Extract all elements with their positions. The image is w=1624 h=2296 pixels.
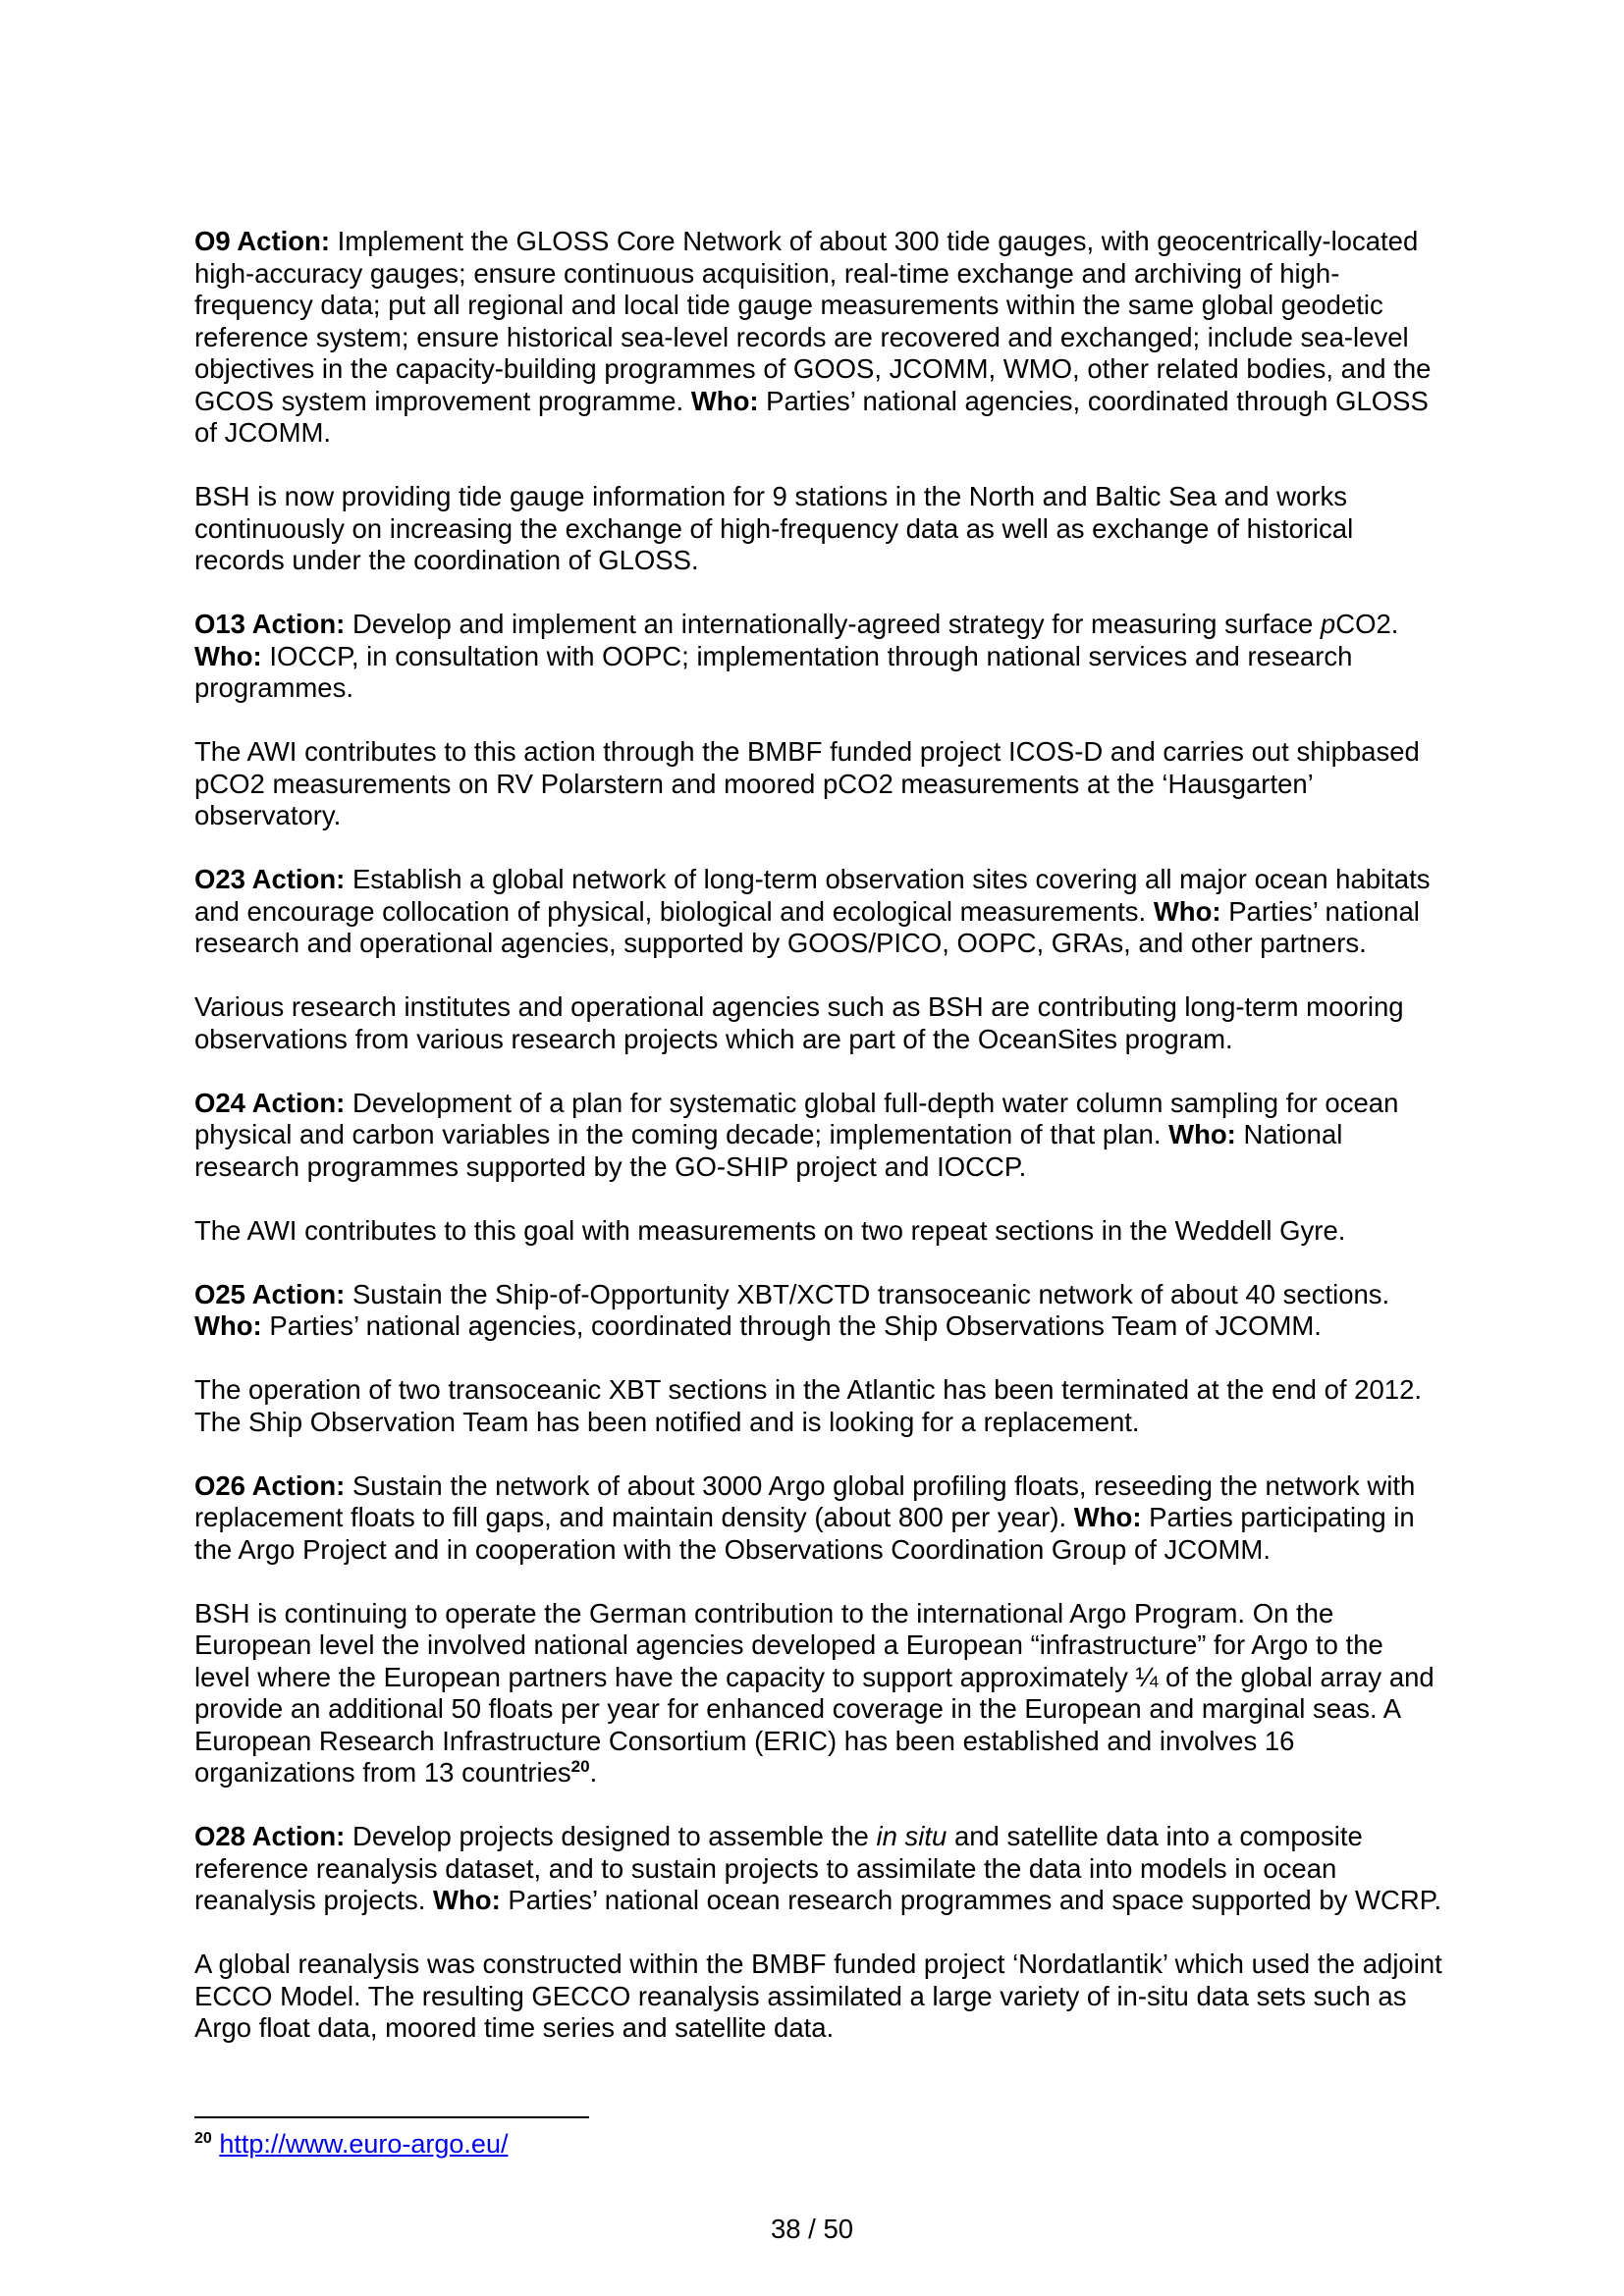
action-o23-paragraph [194,864,1443,960]
action-text-italic: in situ [876,1821,947,1851]
action-label: O9 Action: [194,226,331,256]
page-body [194,226,1443,2045]
action-o13-paragraph [194,609,1443,705]
action-label: O24 Action: [194,1087,346,1118]
action-text: Sustain the network of about 3000 Argo global profiling floats, reseeding the network with replacement floats to fill gaps, and maintain density (about 800 per year). [194,1469,1416,1532]
action-o25-paragraph [194,1279,1443,1343]
who-label: Who: [194,1310,262,1341]
oceansites-paragraph: Various research institutes and operational agencies such as BSH are contributing long-term mooring observations from various research projects which are part of the OceanSites program. [194,991,1404,1054]
action-text: Establish a global network of long-term observation sites covering all major ocean habitats and encourage collocation of physical, biological and ecological measurements. [194,864,1431,927]
footnote-link[interactable]: http://www.euro-argo.eu/ [219,2129,509,2159]
who-label: Who: [1153,895,1221,927]
action-text: CO2. [1335,609,1399,639]
who-label: Who: [433,1885,501,1915]
action-o26-paragraph [194,1470,1443,1567]
who-text: Parties’ national ocean research programmes and space supported by WCRP. [500,1885,1442,1915]
who-text: IOCCP, in consultation with OOPC; implementation through national services and research programmes. [194,640,1353,703]
awi-weddell-paragraph: The AWI contributes to this goal with measurements on two repeat sections in the Weddell Gyre. [194,1214,1346,1246]
action-text: and satellite data into a composite reference reanalysis dataset, and to sustain projects to assimilate the data into models in ocean reanalysis projects. [194,1821,1363,1915]
paragraph-text-end: . [589,1757,598,1788]
who-text: Parties participating in the Argo Project and in cooperation with the Observations Coordination Group of JCOMM. [194,1502,1415,1565]
who-label: Who: [1073,1502,1142,1532]
action-label: O26 Action: [194,1469,346,1501]
who-text: Parties’ national agencies, coordinated through the Ship Observations Team of JCOMM. [261,1310,1322,1341]
bsh-tide-gauge-paragraph: BSH is now providing tide gauge information for 9 stations in the North and Baltic Sea and works continuously on increasing the exchange of high-frequency data as well as exchange of historical records under the coordination of GLOSS. [194,481,1354,575]
action-label: O13 Action: [194,609,346,639]
argo-program-paragraph [194,1598,1443,1789]
action-text: Sustain the Ship-of-Opportunity XBT/XCTD transoceanic network of about 40 sections. [345,1278,1390,1309]
who-text: Parties’ national research and operational agencies, supported by GOOS/PICO, OOPC, GRAs, and other partners. [194,895,1420,958]
action-text: Develop projects designed to assemble the [345,1821,877,1851]
action-text: Implement the GLOSS Core Network of about 300 tide gauges, with geocentrically-located high-accuracy gauges; ensure continuous acquisition, real-time exchange and archiving of high-frequency data; put all regional and local tide gauge measurements within the same global geodetic reference system; ensure historical sea-level records are recovered and exchanged; include sea-level objectives in the capacity-building programmes of GOOS, JCOMM, WMO, other related bodies, and the GCOS system improvement programme. [194,226,1432,416]
action-o28-paragraph [194,1821,1443,1917]
action-o24-paragraph [194,1088,1443,1184]
footnote-reference[interactable]: 20 [570,1756,590,1776]
action-text: Develop and implement an internationally-agreed strategy for measuring surface [345,609,1321,639]
paragraph-text: BSH is continuing to operate the German contribution to the international Argo Program. On the European level the involved national agencies developed a European “infrastructure” for Argo to the level where the European partners have the capacity to support approximately ¼ of the global array and provide an additional 50 floats per year for enhanced coverage in the European and marginal seas. A European Research Infrastructure Consortium (ERIC) has been established and involves 16 organizations from 13 countries [194,1597,1435,1788]
who-label: Who: [690,385,759,416]
action-text: Development of a plan for systematic global full-depth water column sampling for ocean physical and carbon variables in the coming decade; implementation of that plan. [194,1087,1399,1149]
who-label: Who: [194,640,262,671]
action-text-italic: p [1320,609,1336,639]
action-label: O23 Action: [194,864,346,894]
footnote-divider [194,2116,589,2118]
gecco-reanalysis-paragraph: A global reanalysis was constructed within the BMBF funded project ‘Nordatlantik’ which used the adjoint ECCO Model. The resulting GECCO reanalysis assimilated a large variety of in-situ data sets such as Argo float data, moored time series and satellite data. [194,1949,1442,2043]
xbt-sections-paragraph: The operation of two transoceanic XBT sections in the Atlantic has been terminated at the end of 2012. The Ship Observation Team has been notified and is looking for a replacement. [194,1374,1423,1437]
footnote-number: 20 [194,2130,212,2147]
footnote [194,2128,508,2160]
who-text: Parties’ national agencies, coordinated through GLOSS of JCOMM. [194,385,1429,448]
action-label: O28 Action: [194,1821,346,1851]
action-o9-paragraph [194,226,1443,450]
page-number: 38 / 50 [770,2214,854,2244]
who-text: National research programmes supported by the GO-SHIP project and IOCCP. [194,1119,1343,1182]
action-label: O25 Action: [194,1278,346,1309]
awi-icos-paragraph: The AWI contributes to this action through the BMBF funded project ICOS-D and carries out shipbased pCO2 measurements on RV Polarstern and moored pCO2 measurements at the ‘Hausgarten’ observatory. [194,736,1420,830]
who-label: Who: [1168,1119,1236,1149]
